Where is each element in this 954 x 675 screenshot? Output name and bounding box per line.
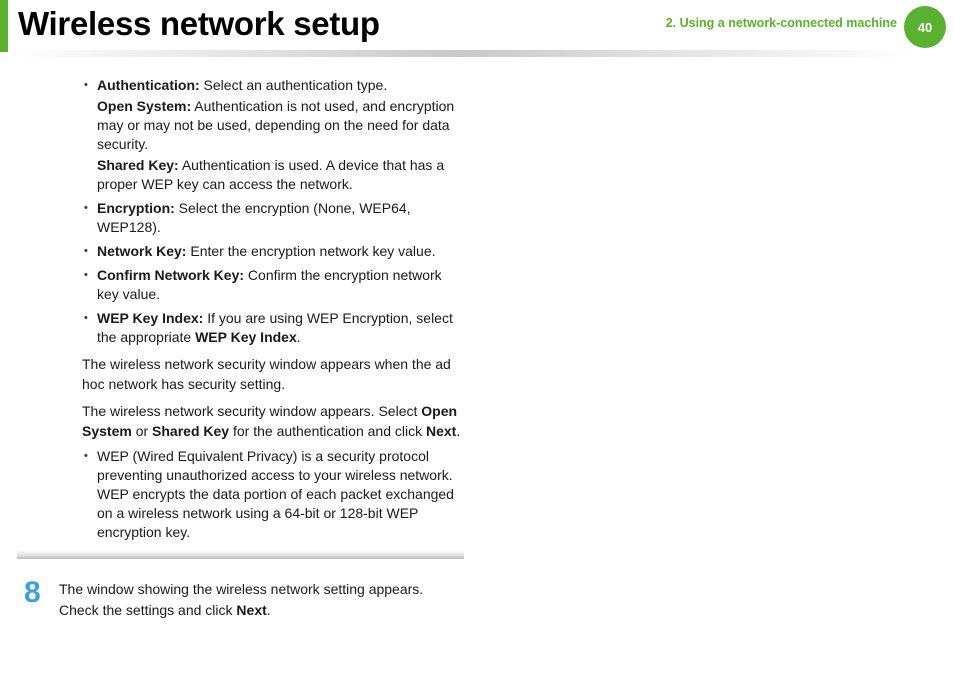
paragraph-adhoc-security: The wireless network security window appears when the ad hoc network has security setting. <box>82 356 451 392</box>
term-confirm-network-key: Confirm Network Key: <box>97 267 245 283</box>
period: . <box>296 329 301 345</box>
step-text-part: . <box>266 602 271 618</box>
sub-open-system <box>97 97 466 154</box>
step-text-part: The window showing the wireless network setting appears. Check the settings and click <box>59 581 424 618</box>
chapter-label: 2. Using a network-connected machine <box>665 16 897 30</box>
term-network-key: Network Key: <box>97 243 187 259</box>
term-authentication: Authentication: <box>97 77 200 93</box>
paragraph-select-auth <box>82 401 466 441</box>
text-part: The wireless network security window appears. Select <box>82 403 422 419</box>
desc-confirm-network-key: Confirm the encryption network key value. <box>97 267 442 302</box>
step-instruction <box>59 579 464 621</box>
list-item-authentication <box>82 76 466 194</box>
term-shared-key: Shared Key: <box>97 157 179 173</box>
desc-network-key: Enter the encryption network key value. <box>186 243 436 259</box>
desc-authentication: Select an authentication type. <box>199 77 388 93</box>
text-part: or <box>131 423 153 439</box>
page-title: Wireless network setup <box>18 5 380 42</box>
term-wep-key-index: WEP Key Index: <box>97 310 204 326</box>
bold-next: Next <box>236 602 267 618</box>
desc-wep-key-index: If you are using WEP Encryption, select the appropriate <box>97 310 453 345</box>
section-divider <box>17 550 464 559</box>
settings-list <box>82 76 466 347</box>
sub-shared-key <box>97 156 466 194</box>
desc-encryption: Select the encryption (None, WEP64, WEP128). <box>97 200 411 235</box>
desc-shared-key: Authentication is used. A device that has a proper WEP key can access the network. <box>97 157 445 192</box>
step-number: 8 <box>24 576 41 609</box>
list-item-encryption <box>82 199 466 237</box>
desc-open-system: Authentication is not used, and encryption may or may not be used, depending on the need for data security. <box>97 98 455 152</box>
header-accent-bar <box>0 0 8 52</box>
note-list <box>82 447 466 542</box>
list-item-wep-note: • WEP (Wired Equivalent Privacy) is a security protocol preventing unauthorized access to your wireless network. WEP encrypts the data portion of each packet exchanged on a wireless network using a 64-bit or 128-bit WEP encryption key. <box>82 447 466 542</box>
bold-open-system: Open System <box>82 403 458 439</box>
list-item-wep-key-index <box>82 309 466 347</box>
bold-shared-key: Shared Key <box>152 423 230 439</box>
header-divider <box>8 50 912 57</box>
list-item-network-key <box>82 242 466 261</box>
text-part: for the authentication and click <box>229 423 426 439</box>
bold-wep-key-index: WEP Key Index <box>195 329 297 345</box>
bold-next: Next <box>426 423 457 439</box>
page-number-badge: 40 <box>904 6 946 48</box>
term-encryption: Encryption: <box>97 200 175 216</box>
term-open-system: Open System: <box>97 98 192 114</box>
main-content <box>82 76 466 542</box>
text-part: . <box>456 423 461 439</box>
list-item-confirm-network-key <box>82 266 466 304</box>
